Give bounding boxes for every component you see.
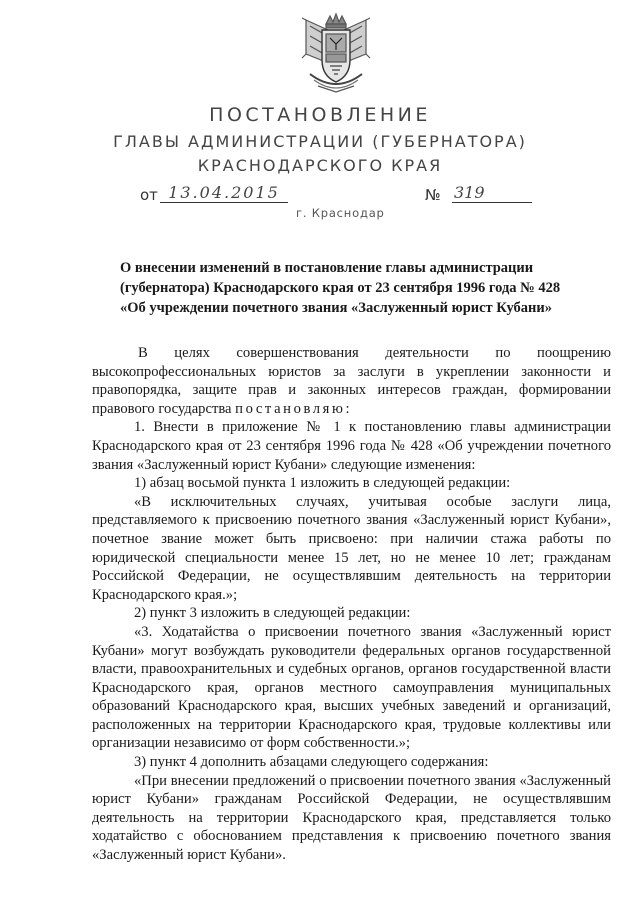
quote-2-paragraph: «3. Ходатайства о присвоении почетного звания «Заслуженный юрист Кубани» могут возбуждать руководители федеральных органов государственной власти, правоохранительных и судебных органов, органов государственной власти Краснодарского края, органов местного самоуправления муниципальных образований Краснодарского края, высших учебных заведений и организаций, расположенных на территории Краснодарского края, трудовые коллективы или организации независимо от форм собственности.»; bbox=[92, 623, 611, 752]
quote-3-paragraph: «При внесении предложений о присвоении почетного звания «Заслуженный юрист Кубани» гражданам Российской Федерации, не осуществлявшим деятельность на территории Краснодарского края, представляется только ходатайство с обоснованием представления к присвоению почетного звания «Заслуженный юрист Кубани». bbox=[92, 772, 611, 864]
issuer-heading: ГЛАВЫ АДМИНИСТРАЦИИ (ГУБЕРНАТОРА) bbox=[113, 132, 527, 151]
subitem-1-paragraph: 1) абзац восьмой пункта 1 изложить в следующей редакции: bbox=[134, 475, 511, 492]
number-value: 319 bbox=[452, 183, 532, 203]
title-line: О внесении изменений в постановление главы администрации bbox=[120, 260, 534, 276]
document-title bbox=[120, 258, 561, 318]
decree-word: постановляю: bbox=[235, 400, 353, 417]
region-heading: КРАСНОДАРСКОГО КРАЯ bbox=[197, 156, 443, 175]
krasnodar-coat-of-arms-icon bbox=[300, 10, 372, 96]
preamble-paragraph bbox=[92, 344, 611, 418]
subitem-2-paragraph: 2) пункт 3 изложить в следующей редакции: bbox=[134, 605, 411, 622]
item-1-paragraph: 1. Внести в приложение № 1 к постановлению главы администрации Краснодарского края от 23 сентября 1996 года № 428 «Об учреждении почетного звания «Заслуженный юрист Кубани» следующие изменения: bbox=[92, 419, 611, 473]
number-label: № bbox=[425, 186, 441, 204]
title-line: «Об учреждении почетного звания «Заслуженный юрист Кубани» bbox=[120, 300, 552, 316]
document-type-heading: ПОСТАНОВЛЕНИЕ bbox=[209, 104, 431, 126]
date-value: 13.04.2015 bbox=[160, 183, 288, 203]
title-line: (губернатора) Краснодарского края от 23 сентября 1996 года № 428 bbox=[120, 280, 561, 296]
city-label: г. Краснодар bbox=[296, 206, 385, 220]
quote-1-paragraph: «В исключительных случаях, учитывая особые заслуги лица, представляемого к присвоению почетного звания «Заслуженный юрист Кубани», почетное звание может быть присвоено: при наличии стажа работы по юридической специальности менее 15 лет, но не менее 10 лет; гражданам Российской Федерации, не осуществлявшим деятельность на территории Краснодарского края.»; bbox=[92, 493, 611, 603]
subitem-3-paragraph: 3) пункт 4 дополнить абзацами следующего содержания: bbox=[134, 754, 489, 771]
date-label: от bbox=[140, 186, 158, 204]
document-body bbox=[92, 344, 611, 865]
preamble-text: В целях совершенствования деятельности по поощрению высокопрофессиональных юристов за заслуги в укреплении законности и правопорядка, защите прав и законных интересов граждан, формировании правового государства bbox=[92, 345, 611, 417]
